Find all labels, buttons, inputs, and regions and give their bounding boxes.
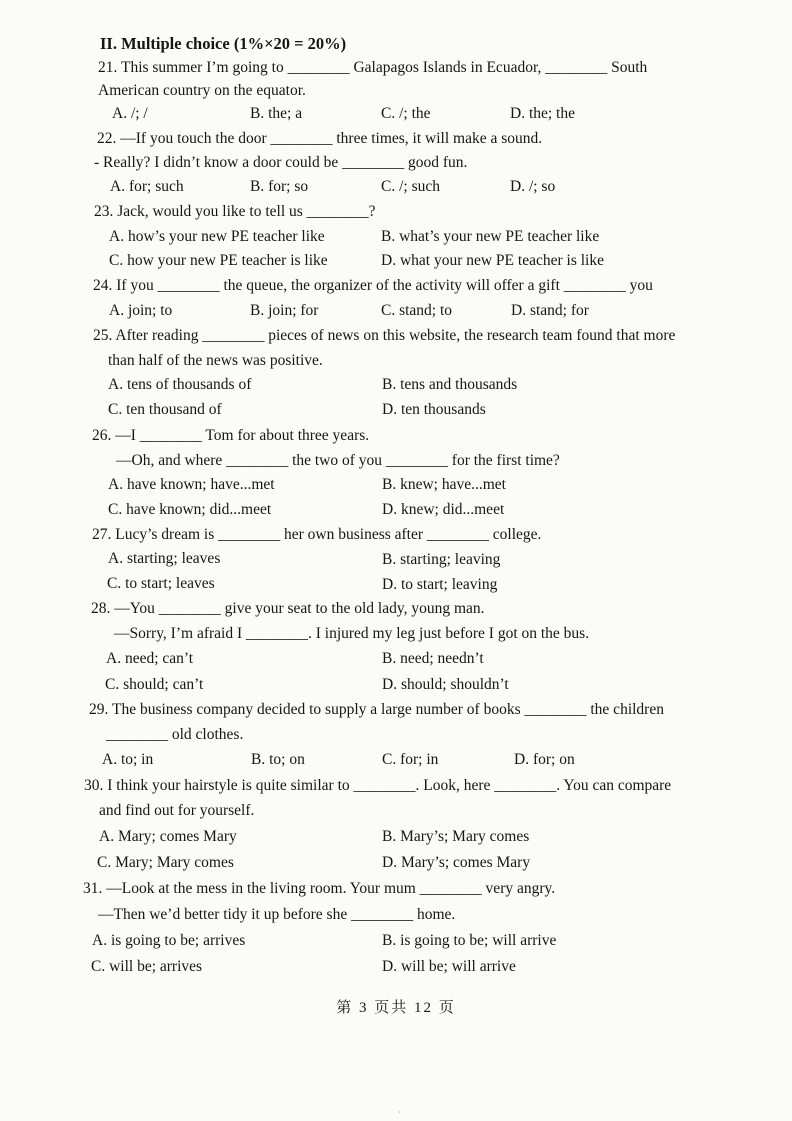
question-21-line-1: 21. This summer I’m going to ________ Galapagos Islands in Ecuador, ________ South (98, 59, 648, 76)
question-24-option-d[interactable]: D. stand; for (511, 302, 589, 319)
question-29-option-b[interactable]: B. to; on (251, 751, 305, 768)
question-25-option-b[interactable]: B. tens and thousands (382, 376, 518, 393)
question-29-option-c[interactable]: C. for; in (382, 751, 439, 768)
question-22-line-2: - Really? I didn’t know a door could be ________ good fun. (94, 154, 468, 171)
question-29-line-1: 29. The business company decided to supply a large number of books ________ the children (89, 701, 664, 718)
question-23-option-b[interactable]: B. what’s your new PE teacher like (381, 228, 600, 245)
question-22-option-b[interactable]: B. for; so (250, 178, 309, 195)
question-30-line-2: and find out for yourself. (99, 802, 255, 819)
question-25-line-2: than half of the news was positive. (108, 352, 323, 369)
question-25-option-a[interactable]: A. tens of thousands of (108, 376, 252, 393)
question-29-option-d[interactable]: D. for; on (514, 751, 575, 768)
question-30-option-a[interactable]: A. Mary; comes Mary (99, 828, 237, 845)
question-29-option-a[interactable]: A. to; in (102, 751, 154, 768)
scan-speck: · (398, 1108, 401, 1117)
question-31-option-b[interactable]: B. is going to be; will arrive (382, 932, 557, 949)
section-title: II. Multiple choice (1%×20 = 20%) (100, 34, 347, 53)
question-22-option-d[interactable]: D. /; so (510, 178, 556, 195)
question-31-option-d[interactable]: D. will be; will arrive (382, 958, 516, 975)
question-28-option-c[interactable]: C. should; can’t (105, 676, 204, 693)
question-27-line-1: 27. Lucy’s dream is ________ her own business after ________ college. (92, 526, 542, 543)
question-23-line-1: 23. Jack, would you like to tell us ________? (94, 203, 376, 220)
question-25-option-d[interactable]: D. ten thousands (382, 401, 486, 418)
question-27-option-c[interactable]: C. to start; leaves (107, 575, 215, 592)
question-25-line-1: 25. After reading ________ pieces of news on this website, the research team found that more (93, 327, 676, 344)
question-24-line-1: 24. If you ________ the queue, the organizer of the activity will offer a gift ________ you (93, 277, 653, 294)
question-24-option-a[interactable]: A. join; to (109, 302, 173, 319)
question-27-option-d[interactable]: D. to start; leaving (382, 576, 498, 593)
question-30-option-d[interactable]: D. Mary’s; comes Mary (382, 854, 531, 871)
question-23-option-c[interactable]: C. how your new PE teacher is like (109, 252, 328, 269)
question-30-line-1: 30. I think your hairstyle is quite similar to ________. Look, here ________. You can compare (84, 777, 672, 794)
question-28-line-1: 28. —You ________ give your seat to the old lady, young man. (91, 600, 485, 617)
question-26-line-2: —Oh, and where ________ the two of you ________ for the first time? (116, 452, 560, 469)
question-21-line-2: American country on the equator. (98, 82, 306, 99)
page-footer: 第 3 页共 12 页 (336, 1000, 456, 1016)
question-28-option-d[interactable]: D. should; shouldn’t (382, 676, 509, 693)
question-30-option-c[interactable]: C. Mary; Mary comes (97, 854, 234, 871)
question-22-option-c[interactable]: C. /; such (381, 178, 440, 195)
question-29-line-2: ________ old clothes. (106, 726, 244, 743)
question-28-option-a[interactable]: A. need; can’t (106, 650, 194, 667)
question-28-line-2: —Sorry, I’m afraid I ________. I injured my leg just before I got on the bus. (114, 625, 590, 642)
question-26-option-d[interactable]: D. knew; did...meet (382, 501, 505, 518)
question-26-line-1: 26. —I ________ Tom for about three years. (92, 427, 370, 444)
question-26-option-a[interactable]: A. have known; have...met (108, 476, 275, 493)
question-22-option-a[interactable]: A. for; such (110, 178, 184, 195)
question-31-line-1: 31. —Look at the mess in the living room. Your mum ________ very angry. (83, 880, 556, 897)
question-28-option-b[interactable]: B. need; needn’t (382, 650, 484, 667)
question-21-option-a[interactable]: A. /; / (112, 105, 148, 122)
question-25-option-c[interactable]: C. ten thousand of (108, 401, 222, 418)
question-24-option-b[interactable]: B. join; for (250, 302, 319, 319)
question-21-option-b[interactable]: B. the; a (250, 105, 303, 122)
question-23-option-d[interactable]: D. what your new PE teacher is like (381, 252, 604, 269)
question-26-option-b[interactable]: B. knew; have...met (382, 476, 506, 493)
question-24-option-c[interactable]: C. stand; to (381, 302, 453, 319)
question-21-option-d[interactable]: D. the; the (510, 105, 575, 122)
question-26-option-c[interactable]: C. have known; did...meet (108, 501, 272, 518)
question-31-option-a[interactable]: A. is going to be; arrives (92, 932, 246, 949)
question-30-option-b[interactable]: B. Mary’s; Mary comes (382, 828, 530, 845)
question-27-option-b[interactable]: B. starting; leaving (382, 551, 501, 568)
question-23-option-a[interactable]: A. how’s your new PE teacher like (109, 228, 325, 245)
question-31-line-2: —Then we’d better tidy it up before she ________ home. (98, 906, 456, 923)
question-27-option-a[interactable]: A. starting; leaves (108, 550, 221, 567)
question-22-line-1: 22. —If you touch the door ________ three times, it will make a sound. (97, 130, 543, 147)
question-21-option-c[interactable]: C. /; the (381, 105, 431, 122)
question-31-option-c[interactable]: C. will be; arrives (91, 958, 203, 975)
